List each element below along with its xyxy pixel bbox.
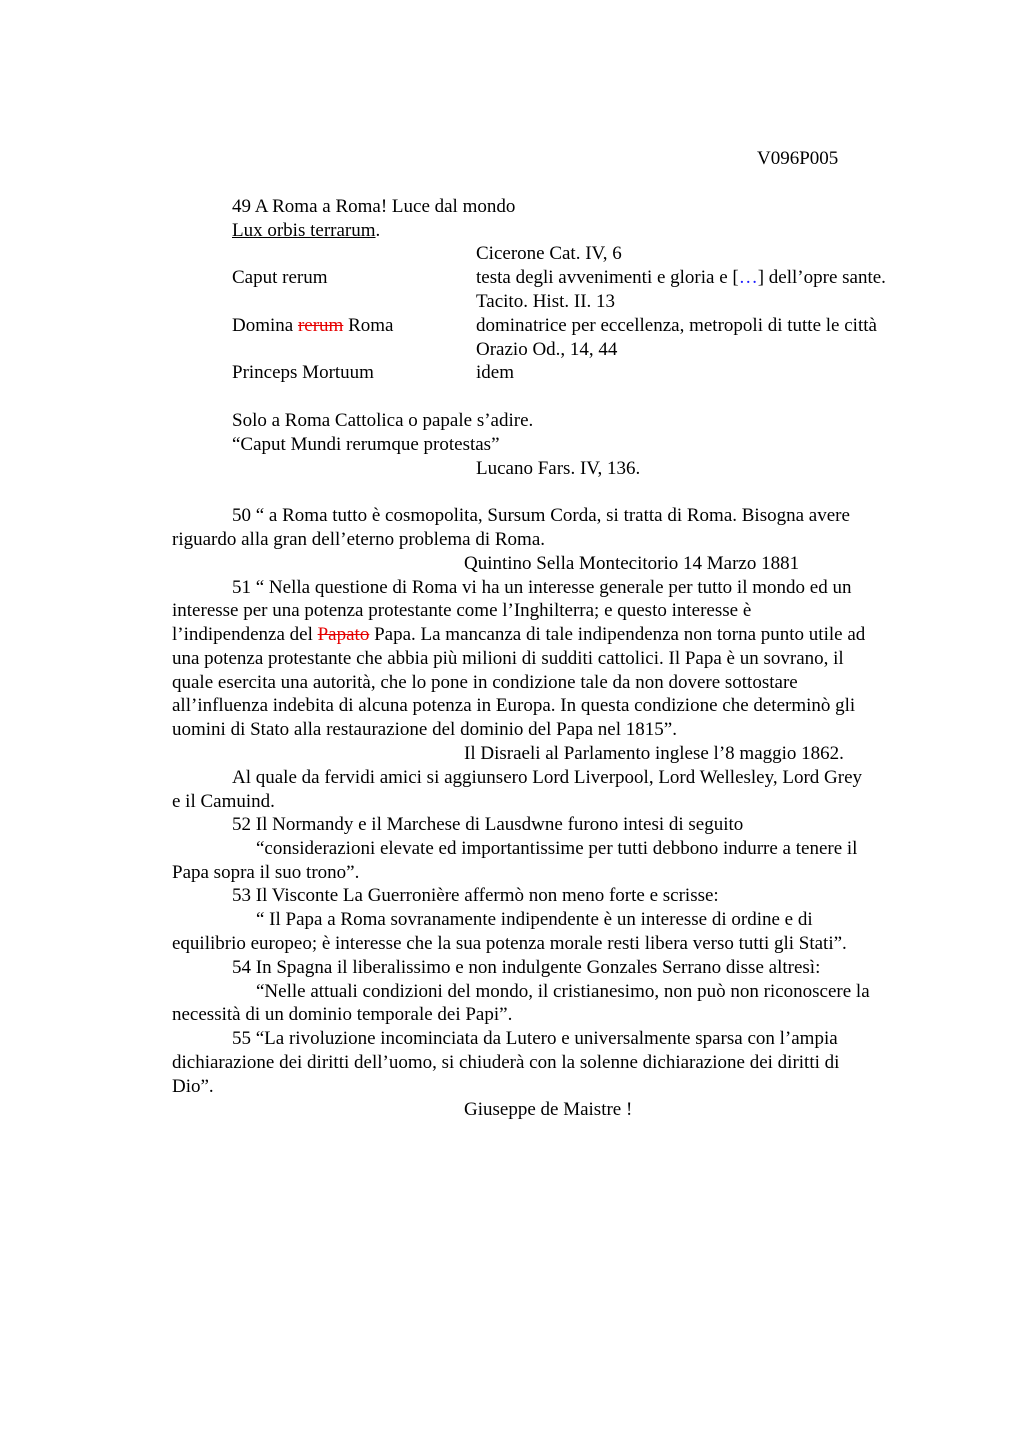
s51-line7: uomini di Stato alla restaurazione del dominio del Papa nel 1815”. bbox=[172, 719, 677, 740]
s51-line5: quale esercita una autorità, che lo pone in condizione tale da non dovere sottostare bbox=[172, 672, 798, 693]
s54-line2: “Nelle attuali condizioni del mondo, il cristianesimo, non può non riconoscere la bbox=[256, 981, 870, 1002]
s51-line4: una potenza protestante che abbia più milioni di sudditi cattolici. Il Papa è un sovrano, il bbox=[172, 648, 844, 669]
struck-word-papato: Papato bbox=[317, 624, 370, 645]
s51-line2: interesse per una potenza protestante come l’Inghilterra; e questo interesse è bbox=[172, 600, 752, 621]
domina-term bbox=[232, 314, 393, 338]
caput-rerum-gloss bbox=[476, 266, 886, 290]
caput-rerum-term: Caput rerum bbox=[232, 267, 328, 288]
s53-line2: “ Il Papa a Roma sovranamente indipendente è un interesse di ordine e di bbox=[256, 909, 813, 930]
page-id: V096P005 bbox=[757, 148, 839, 169]
cite-disraeli: Il Disraeli al Parlamento inglese l’8 maggio 1862. bbox=[464, 743, 844, 764]
lux-underlined: Lux orbis terrarum bbox=[232, 220, 376, 241]
s52-line3: Papa sopra il suo trono”. bbox=[172, 862, 360, 883]
cite-tacito: Tacito. Hist. II. 13 bbox=[476, 291, 616, 312]
caput-mundi-quote: “Caput Mundi rerumque protestas” bbox=[232, 434, 500, 455]
domina-part-a: Domina bbox=[232, 315, 298, 336]
s55-line3: Dio”. bbox=[172, 1076, 214, 1097]
s54-line3: necessità di un dominio temporale dei Papi”. bbox=[172, 1004, 513, 1025]
caput-gloss-part-a: testa degli avvenimenti e gloria e [ bbox=[476, 267, 739, 288]
s52-line1: 52 Il Normandy e il Marchese di Lausdwne furono intesi di seguito bbox=[232, 814, 744, 835]
domina-part-b: Roma bbox=[343, 315, 394, 336]
cite-lucano: Lucano Fars. IV, 136. bbox=[476, 458, 641, 479]
domina-gloss: dominatrice per eccellenza, metropoli di tutte le città bbox=[476, 315, 877, 336]
s51-line3-part-b: Papa. La mancanza di tale indipendenza non torna punto utile ad bbox=[369, 624, 866, 645]
s51-line3 bbox=[172, 623, 865, 647]
s54-line1: 54 In Spagna il liberalissimo e non indulgente Gonzales Serrano disse altresì: bbox=[232, 957, 821, 978]
s50-line2: riguardo alla gran dell’eterno problema di Roma. bbox=[172, 529, 546, 550]
cite-cicerone: Cicerone Cat. IV, 6 bbox=[476, 243, 622, 264]
s51-after1: Al quale da fervidi amici si aggiunsero Lord Liverpool, Lord Wellesley, Lord Grey bbox=[232, 767, 863, 788]
editorial-ellipsis: … bbox=[738, 267, 758, 288]
s51-line3-part-a: l’indipendenza del bbox=[172, 624, 318, 645]
s55-line1: 55 “La rivoluzione incominciata da Lutero e universalmente sparsa con l’ampia bbox=[232, 1028, 838, 1049]
princeps-gloss: idem bbox=[476, 362, 514, 383]
section-49-title: 49 A Roma a Roma! Luce dal mondo bbox=[232, 196, 516, 217]
s51-after2: e il Camuind. bbox=[172, 791, 275, 812]
princeps-term: Princeps Mortuum bbox=[232, 362, 374, 383]
cite-de-maistre: Giuseppe de Maistre ! bbox=[464, 1099, 633, 1120]
s51-line6: all’influenza indebita di alcuna potenza in Europa. In questa condizione che determinò gli bbox=[172, 695, 856, 716]
cite-orazio: Orazio Od., 14, 44 bbox=[476, 339, 618, 360]
struck-word-rerum: rerum bbox=[297, 315, 344, 336]
s55-line2: dichiarazione dei diritti dell’uomo, si chiuderà con la solenne dichiarazione dei diritti di bbox=[172, 1052, 840, 1073]
s51-line1: 51 “ Nella questione di Roma vi ha un interesse generale per tutto il mondo ed un bbox=[232, 577, 852, 598]
s53-line3: equilibrio europeo; è interesse che la sua potenza morale resti libera verso tutti gli Stati”. bbox=[172, 933, 847, 954]
cite-sella: Quintino Sella Montecitorio 14 Marzo 1881 bbox=[464, 553, 800, 574]
solo-line: Solo a Roma Cattolica o papale s’adire. bbox=[232, 410, 534, 431]
lux-period: . bbox=[375, 220, 381, 241]
s53-line1: 53 Il Visconte La Guerronière affermò non meno forte e scrisse: bbox=[232, 885, 719, 906]
s52-line2: “considerazioni elevate ed importantissime per tutti debbono indurre a tenere il bbox=[256, 838, 858, 859]
s50-line1: 50 “ a Roma tutto è cosmopolita, Sursum Corda, si tratta di Roma. Bisogna avere bbox=[232, 505, 850, 526]
caput-gloss-part-b: ] dell’opre sante. bbox=[757, 267, 886, 288]
lux-line bbox=[232, 219, 380, 243]
